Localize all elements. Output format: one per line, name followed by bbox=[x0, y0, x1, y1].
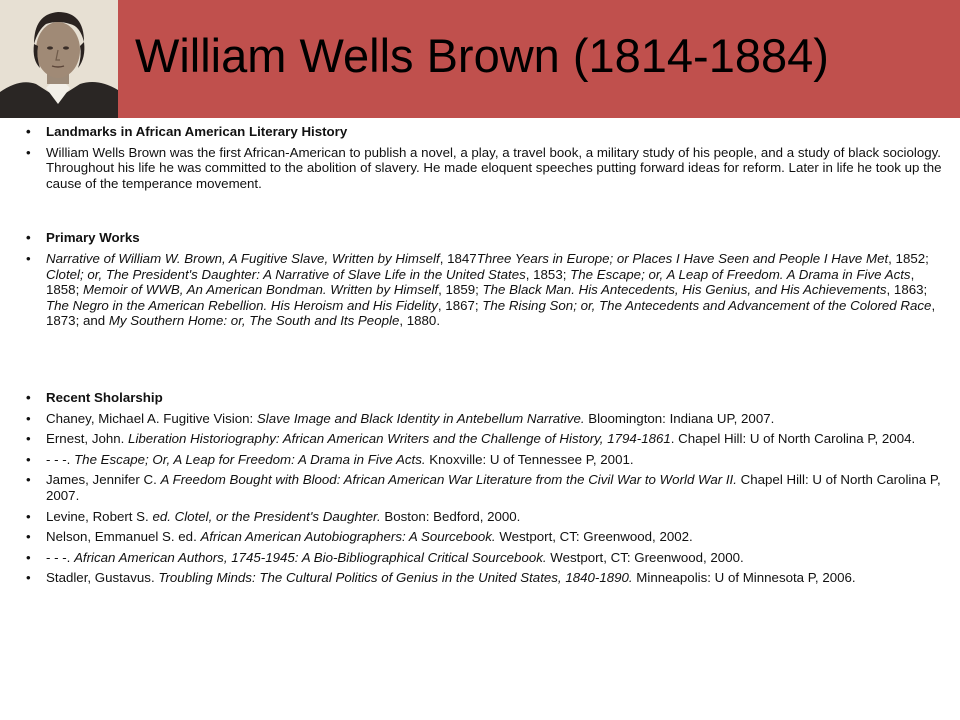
scholarship-entry-segment: The Escape; Or, A Leap for Freedom: A Drama in Five Acts. bbox=[74, 451, 426, 467]
primary-work-segment: Clotel; or, The President's Daughter: A Narrative of Slave Life in the United States bbox=[46, 266, 526, 282]
scholarship-entry bbox=[28, 452, 948, 468]
author-portrait bbox=[0, 0, 118, 118]
scholarship-entry-segment: Boston: Bedford, 2000. bbox=[380, 508, 521, 524]
scholarship-entry-segment: A Freedom Bought with Blood: African American War Literature from the Civil War to World War II. bbox=[160, 472, 737, 488]
scholarship-entry-segment: Slave Image and Black Identity in Antebellum Narrative. bbox=[256, 410, 585, 426]
scholarship-entry-segment: Levine, Robert S. bbox=[46, 508, 153, 524]
scholarship-entry-segment: - - -. bbox=[46, 549, 75, 565]
primary-work-segment: , 1873; and bbox=[46, 297, 936, 329]
scholarship-entry-segment: African American Authors, 1745-1945: A Bio-Bibliographical Critical Sourcebook. bbox=[74, 549, 547, 565]
scholarship-entry-segment: African American Autobiographers: A Sourcebook. bbox=[200, 529, 496, 545]
slide-content bbox=[28, 124, 948, 591]
scholarship-entry-segment: Knoxville: U of Tennessee P, 2001. bbox=[425, 451, 634, 467]
scholarship-entry-segment: Westport, CT: Greenwood, 2002. bbox=[495, 529, 693, 545]
scholarship-entry-segment: Bloomington: Indiana UP, 2007. bbox=[584, 410, 775, 426]
primary-work-segment: Memoir of WWB, An American Bondman. Written by Himself bbox=[82, 282, 439, 298]
scholarship-entry bbox=[28, 411, 948, 427]
primary-work-segment: , 1880. bbox=[399, 313, 441, 329]
primary-work-segment: The Black Man. His Antecedents, His Genius, and His Achievements bbox=[482, 282, 887, 298]
scholarship-entry bbox=[28, 509, 948, 525]
landmarks-text: • William Wells Brown was the first African-American to publish a novel, a play, a travel book, a military study of his people, and a study of black sociology. Throughout his life he was committed to the abolition of slavery. He made eloquent speeches putting forward ideas for reform. Later in life he took up the cause of the temperance movement. bbox=[28, 145, 948, 192]
primary-work-segment: , 1853; bbox=[525, 266, 571, 282]
slide-title: William Wells Brown (1814-1884) bbox=[135, 29, 829, 82]
primary-work-segment: Three Years in Europe; or Places I Have Seen and People I Have Met bbox=[476, 250, 889, 266]
primary-works-heading: • Primary Works bbox=[28, 230, 948, 246]
primary-work-segment: The Escape; or, A Leap of Freedom. A Drama in Five Acts bbox=[570, 266, 911, 282]
primary-work-segment: , 1867; bbox=[437, 297, 483, 313]
title-bar bbox=[0, 0, 960, 118]
scholarship-entry-segment: Westport, CT: Greenwood, 2000. bbox=[546, 549, 744, 565]
scholarship-entry bbox=[28, 431, 948, 447]
scholarship-entry-segment: Stadler, Gustavus. bbox=[46, 570, 159, 586]
primary-work-segment: The Rising Son; or, The Antecedents and Advancement of the Colored Race bbox=[482, 297, 932, 313]
landmarks-heading: • Landmarks in African American Literary History bbox=[28, 124, 948, 140]
primary-work-segment: The Negro in the American Rebellion. His Heroism and His Fidelity bbox=[46, 297, 438, 313]
primary-work-segment: , 1863; bbox=[886, 282, 928, 298]
scholarship-entry-segment: Troubling Minds: The Cultural Politics of Genius in the United States, 1840-1890. bbox=[158, 570, 633, 586]
recent-scholarship-heading: • Recent Sholarship bbox=[28, 390, 948, 406]
scholarship-entry-segment: James, Jennifer C. bbox=[46, 472, 161, 488]
primary-work-segment: , 1858; bbox=[46, 266, 915, 298]
scholarship-entry bbox=[28, 472, 948, 503]
scholarship-entry bbox=[28, 529, 948, 545]
scholarship-entry-segment: Chaney, Michael A. Fugitive Vision: bbox=[46, 410, 257, 426]
primary-work-segment: My Southern Home: or, The South and Its People bbox=[108, 313, 400, 329]
scholarship-entry-segment: Chapel Hill: U of North Carolina P, 2007. bbox=[46, 472, 941, 503]
scholarship-entry bbox=[28, 570, 948, 586]
primary-works-list bbox=[28, 251, 948, 329]
primary-work-segment: , 1852; bbox=[888, 250, 929, 266]
scholarship-entry-segment: Nelson, Emmanuel S. ed. bbox=[46, 529, 201, 545]
scholarship-entry-segment: Liberation Historiography: African American Writers and the Challenge of History, 1794-1861 bbox=[128, 431, 671, 447]
portrait-drawing bbox=[0, 0, 118, 118]
primary-work-segment: , 1847 bbox=[439, 250, 477, 266]
primary-work-segment: , 1859; bbox=[438, 282, 483, 298]
scholarship-entry-segment: . Chapel Hill: U of North Carolina P, 2004. bbox=[670, 431, 916, 447]
scholarship-entry-segment: Minneapolis: U of Minnesota P, 2006. bbox=[632, 570, 856, 586]
recent-scholarship-list bbox=[28, 411, 948, 586]
scholarship-entry-segment: - - -. bbox=[46, 451, 75, 467]
scholarship-entry-segment: Ernest, John. bbox=[46, 431, 129, 447]
scholarship-entry bbox=[28, 550, 948, 566]
scholarship-entry-segment: ed. Clotel, or the President's Daughter. bbox=[152, 508, 381, 524]
primary-work-segment: Narrative of William W. Brown, A Fugitive Slave, Written by Himself bbox=[46, 250, 440, 266]
